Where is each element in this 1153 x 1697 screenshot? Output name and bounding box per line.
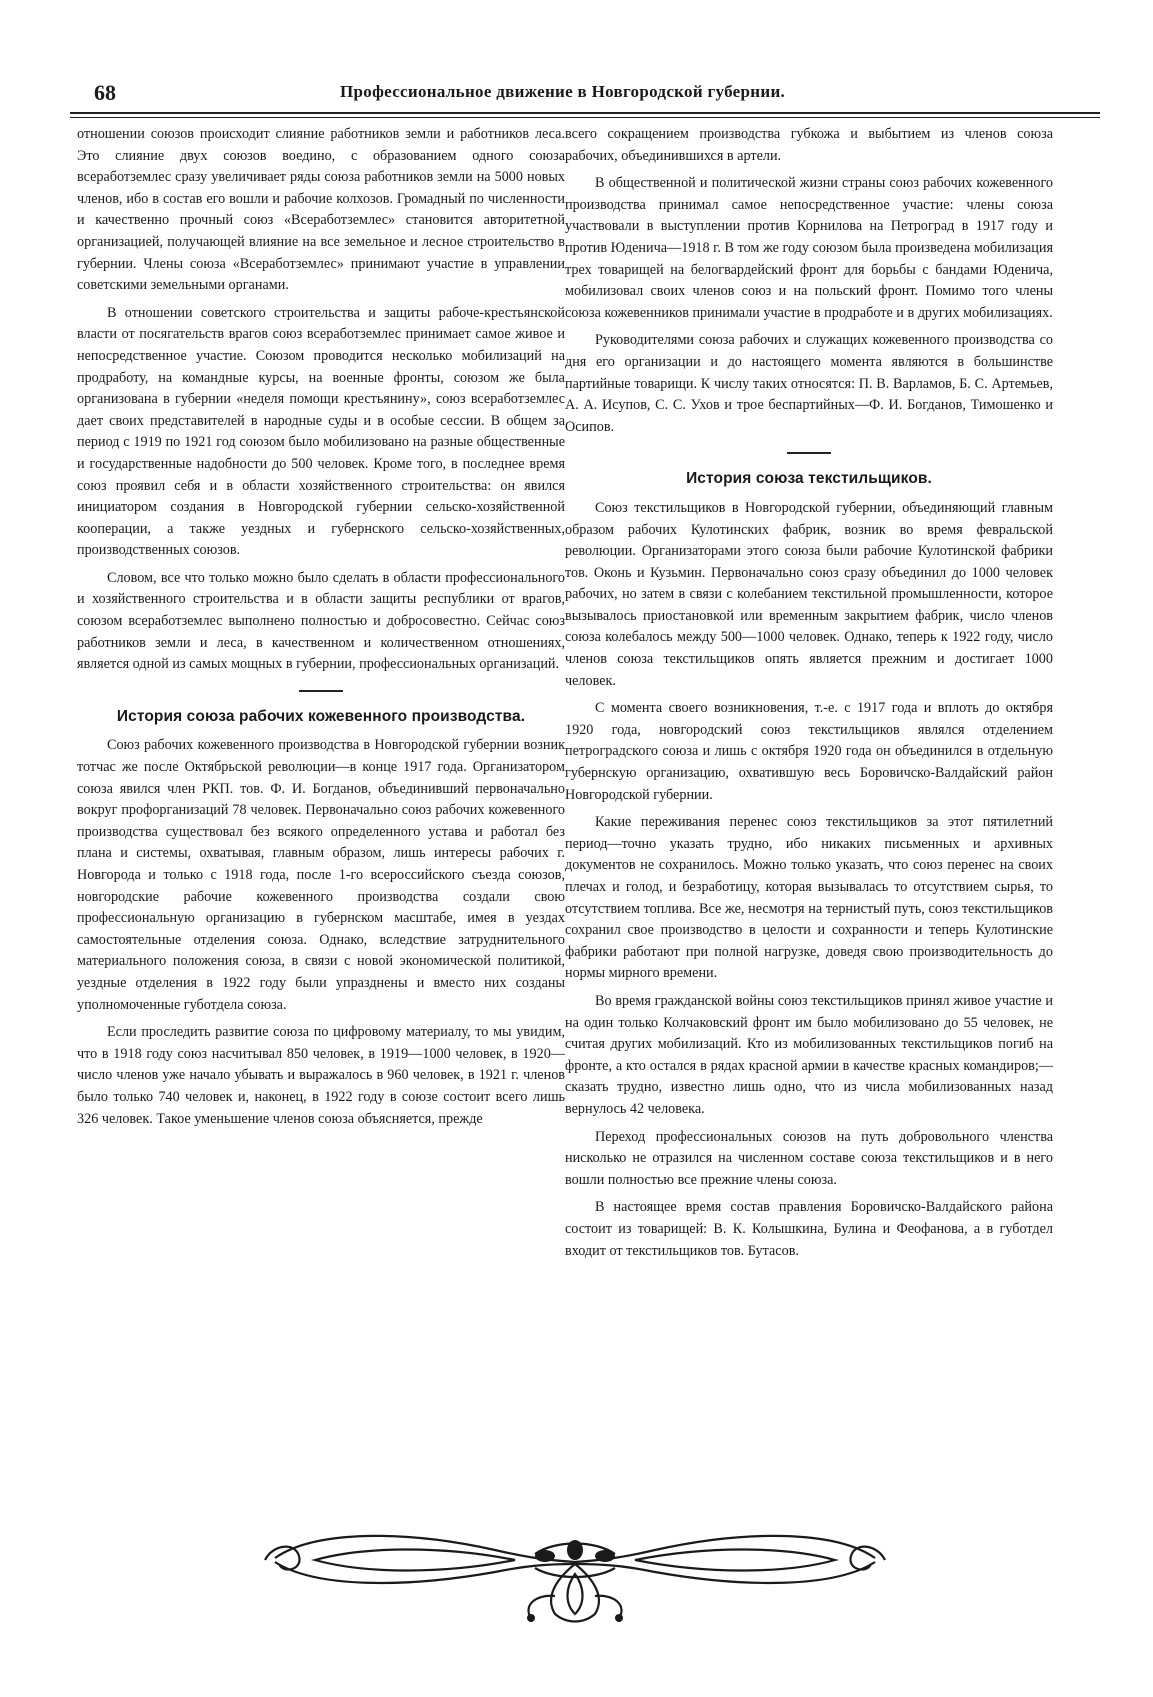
paragraph: отношении союзов происходит слияние работников земли и работников леса. Это слияние двух союзов воедино, с образованием одного союза всеработземлес сразу увеличивает ряды союза работников земли на 5000 новых членов, ибо в состав его вошли и рабочие колхозов. Громадный по численности и качественно прочный союз «Всеработземлес» становится авторитетной организацией, получающей влияние на все земельное и лесное строительство в губернии. Члены союза «Всеработземлес» принимают участие в управлении советскими земельными органами. — [77, 126, 565, 294]
section-title-textile: История союза текстильщиков. — [686, 470, 932, 488]
paragraph: В отношении советского строительства и защиты рабоче-крестьянской власти от посягательств врагов союз всеработземлес принимает самое живое и непосредственное участие. Союзом проводится несколько мобилизаций на продработу, на командные курсы, на военные фронты, союзом же была организована в губернии «неделя помощи крестьянину», союз всеработземлес дает своих представителей в народные суды и в особые сессии. В общем за период с 1919 по 1921 год союзом было мобилизовано на разные общественные и государственные надобности до 500 человек. Кроме того, в последнее время союз проявил себя и в области хозяйственного строительства: он явился инициатором создания в Новгородской губернии сельско-хозяйственной кооперации, а также уездных и губернского сельско-хозяйственных, производственных союзов. — [77, 304, 565, 559]
section-divider — [299, 690, 343, 692]
paragraph: Руководителями союза рабочих и служащих кожевенного производства со дня его организации и до настоящего момента являются в большинстве партийные товарищи. К числу таких относятся: П. В. Варламов, Б. С. Артемьев, А. А. Исупов, С. С. Ухов и трое беспартийных—Ф. И. Богданов, Тимошенко и Осипов. — [565, 332, 1053, 435]
paragraph: Во время гражданской войны союз текстильщиков принял живое участие и на один только Колчаковский фронт им было мобилизовано до 55 человек, не считая других мобилизаций. Кто из мобилизованных текстильщиков погиб на фронте, а кто остался в рядах красной армии в качестве красных командиров;—сказать трудно, известно лишь одно, что из числа мобилизованных назад вернулось 42 человека. — [565, 992, 1053, 1117]
running-title: Профессиональное движение в Новгородской губернии. — [340, 82, 786, 101]
paragraph: всего сокращением производства губкожа и выбытием из членов союза рабочих, объединившихся в артели. — [565, 126, 1053, 164]
paragraph: Какие переживания перенес союз текстильщиков за этот пятилетний период—точно указать трудно, ибо никаких письменных и архивных документов не сохранилось. Можно только указать, что союз перенес на своих плечах и голод, и безработицу, которая вызывалась то отсутствием сырья, то отсутствием топлива. Все же, несмотря на тернистый путь, союз текстильщиков сохранил свое производство в целости и сохранности и теперь Кулотинские фабрики работают при полной нагрузке, доведя свою производительность до нормы мирного времени. — [565, 814, 1053, 982]
page-number: 68 — [94, 80, 116, 105]
decorative-tailpiece-ornament — [255, 1510, 895, 1630]
right-column — [565, 124, 1053, 1268]
paragraph: С момента своего возникновения, т.-е. с 1917 года и вплоть до октября 1920 года, новгородский союз текстильщиков являлся отделением петроградского союза и лишь с октября 1920 года он объединился в отдельную губернскую организацию, охватившую весь Боровичско-Валдайский район Новгородской губернии. — [565, 700, 1053, 803]
section-divider — [787, 452, 831, 454]
paragraph: Если проследить развитие союза по цифровому материалу, то мы увидим, что в 1918 году союз насчитывал 850 человек, в 1919—1000 человек, в 1920—число членов уже начало убывать и выражалось в 960 человек, в 1921 г. членов было только 740 человек и, наконец, в 1922 году в союзе состоит всего лишь 326 человек. Такое уменьшение членов союза объясняется, прежде — [77, 1024, 565, 1127]
paragraph: В настоящее время состав правления Боровичско-Валдайского района состоит из товарищей: В. К. Колышкина, Булина и Феофанова, а в губотдел входит от текстильщиков тов. Бутасов. — [565, 1199, 1053, 1259]
left-column — [77, 124, 565, 1136]
page-header — [70, 80, 1100, 108]
paragraph: В общественной и политической жизни страны союз рабочих кожевенного производства принимал самое непосредственное участие: члены союза участвовали в выступлении против Корнилова на Петроград в 1917 году и против Юденича—1918 г. В том же году союзом была произведена мобилизация трех товарищей на белогвардейский фронт для борьбы с бандами Юденича, мобилизовал своих членов союз и на польский фронт. Помимо того члены союза кожевенников принимали участие в продработе и в других мобилизациях. — [565, 175, 1053, 321]
paragraph: Союз рабочих кожевенного производства в Новгородской губернии возник тотчас же после Октябрьской революции—в конце 1917 года. Организатором союза явился член РКП. тов. Ф. И. Богданов, объединивший первоначально вокруг профорганизаций 78 человек. Первоначально союз рабочих кожевенного производства существовал без всякого определенного устава и работал без плана и системы, охватывая, главным образом, лишь интересы рабочих г. Новгорода и только с 1918 года, после 1-го всероссийского съезда союзов, новгородские рабочие кожевенного производства создали свою профессиональную организацию в губернском масштабе, имея в уездах самостоятельные отделения союза. Однако, вследствие затруднительного материального положения союза, в связи с новой экономической политикой, уездные отделения в 1922 году были упразднены и вместо них созданы уполномоченные губотдела союза. — [77, 737, 565, 1013]
paragraph: Словом, все что только можно было сделать в области профессионального и хозяйственного строительства и в области защиты республики от врагов, союзом всеработземлес выполнено полностью и добросовестно. Сейчас союз работников земли и леса, в качественном и количественном отношениях, является одной из самых мощных в губернии, профессиональных организаций. — [77, 569, 565, 673]
paragraph: Союз текстильщиков в Новгородской губернии, объединяющий главным образом рабочих Кулотинских фабрик, возник во время февральской революции. Организаторами этого союза были рабочие Кулотинской фабрики тов. Оконь и Кузьмин. Первоначально союз сразу объединил до 1000 человек рабочих, но затем в связи с колебанием текстильной промышленности, которое вызывалось приостановкой или временным закрытием фабрик, число членов союза колебалось между 500—1000 человек. Однако, теперь к 1922 году, число членов союза текстильщиков опять является прежним и достигает 1000 человек. — [565, 499, 1053, 689]
header-rule — [70, 112, 1100, 118]
paragraph: Переход профессиональных союзов на путь добровольного членства нисколько не отразился на численном составе союза текстильщиков и в него вошли полностью все прежние члены союза. — [565, 1128, 1053, 1188]
section-title-leather: История союза рабочих кожевенного производства. — [116, 707, 526, 725]
